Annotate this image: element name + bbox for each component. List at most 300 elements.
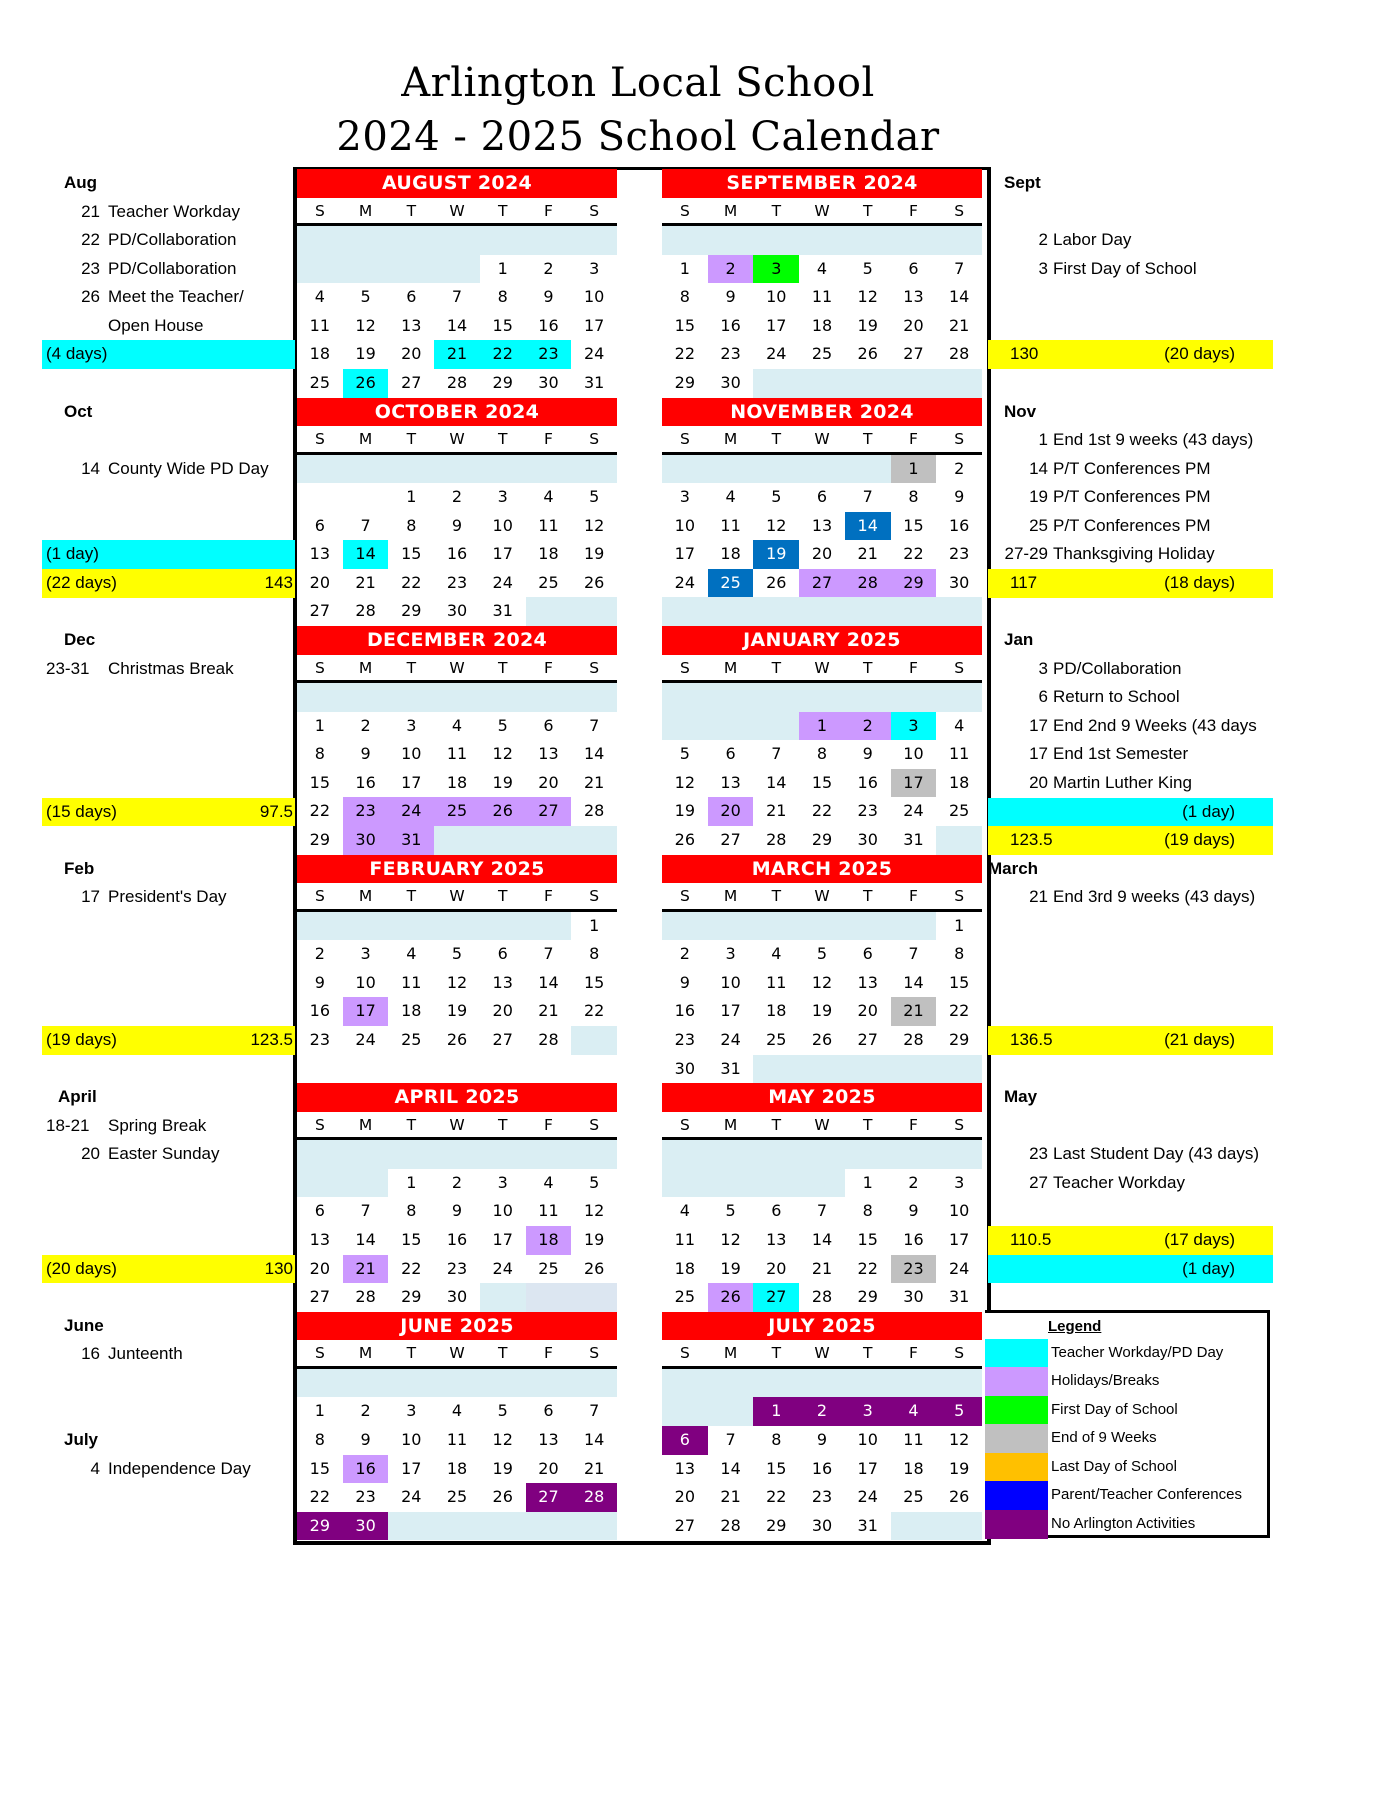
day-count-bar	[988, 826, 1273, 855]
day-cell: 13	[401, 315, 422, 335]
day-cell: 1	[314, 715, 325, 735]
day-cell: 17	[857, 1458, 878, 1478]
day-cell: 13	[538, 744, 559, 764]
event-date: 21	[1029, 887, 1048, 907]
day-cell: 22	[811, 801, 833, 821]
day-cell: 4	[816, 258, 828, 278]
day-cell: 8	[862, 1201, 873, 1221]
empty-cell	[845, 1055, 891, 1084]
day-cell: 9	[314, 972, 325, 992]
day-cell: 9	[543, 287, 554, 307]
week-row	[662, 340, 982, 369]
day-cell: 28	[766, 830, 787, 850]
legend-label: End of 9 Weeks	[1051, 1429, 1157, 1447]
day-cell: 28	[948, 344, 970, 364]
empty-cell	[526, 1283, 572, 1312]
event-note	[0, 1169, 1390, 1198]
event-description: Easter Sunday	[108, 1144, 220, 1164]
day-cell: 6	[662, 1426, 708, 1455]
day-cell: 21	[583, 772, 605, 792]
weekday-label: W	[449, 1344, 465, 1363]
weekday-label: M	[723, 1115, 738, 1134]
day-count-bar	[42, 340, 295, 369]
legend-swatch	[985, 1396, 1048, 1425]
weekday-label: T	[863, 1115, 873, 1134]
day-cell: 26	[811, 1030, 833, 1050]
day-cell: 11	[674, 1230, 696, 1250]
weekday-label: M	[723, 201, 738, 220]
day-cell: 31	[583, 372, 605, 392]
day-cell: 23	[309, 1030, 331, 1050]
month-header: OCTOBER 2024	[297, 398, 617, 427]
week-row	[297, 969, 617, 998]
event-note	[0, 740, 1390, 769]
month-label: Sept	[1004, 173, 1041, 192]
day-cell: 22	[766, 1487, 787, 1507]
day-cell: 25	[309, 372, 331, 392]
day-count-label: (21 days)	[1164, 1030, 1235, 1050]
day-cell: 10	[492, 1201, 513, 1221]
day-cell: 15	[766, 1458, 787, 1478]
event-description: Labor Day	[1053, 230, 1132, 250]
event-description: End 2nd 9 Weeks (43 days	[1053, 715, 1257, 735]
day-cell: 13	[811, 515, 833, 535]
weekday-label: T	[406, 887, 417, 906]
day-cell: 7	[816, 1201, 828, 1221]
day-cell: 4	[891, 1397, 937, 1426]
day-cell: 25	[948, 801, 970, 821]
day-cell: 1	[589, 915, 600, 935]
day-cell: 10	[903, 744, 924, 764]
day-cell: 24	[355, 1030, 376, 1050]
month-label: Feb	[64, 858, 95, 878]
day-cell: 12	[720, 1230, 741, 1250]
day-count-label: (22 days)	[46, 572, 117, 592]
weekday-label: T	[406, 658, 417, 677]
day-cell: 29	[492, 372, 513, 392]
day-cell: 26	[708, 1283, 754, 1312]
cumulative-total: 130	[264, 1258, 293, 1278]
weekday-label: S	[314, 430, 325, 449]
day-cell: 7	[543, 944, 554, 964]
empty-cell	[891, 1369, 937, 1398]
day-cell: 15	[674, 315, 696, 335]
day-cell: 27	[720, 830, 741, 850]
day-cell: 25	[538, 1258, 559, 1278]
event-note	[0, 198, 1390, 227]
day-cell: 7	[954, 258, 965, 278]
day-cell: 2	[451, 487, 463, 507]
weekday-label: S	[679, 887, 690, 906]
event-note	[0, 483, 1390, 512]
month-label: May	[1004, 1087, 1038, 1107]
event-date: 14	[1029, 458, 1048, 478]
day-count-bar	[42, 798, 295, 827]
month-header: JULY 2025	[662, 1312, 982, 1341]
day-cell: 4	[954, 715, 965, 735]
empty-cell	[708, 1397, 754, 1426]
day-count-label: (1 day)	[46, 544, 99, 564]
weekday-label: T	[771, 201, 782, 220]
day-cell: 5	[936, 1397, 982, 1426]
day-cell: 23	[720, 344, 741, 364]
day-cell: 19	[720, 1258, 741, 1278]
day-cell: 30	[811, 1515, 833, 1535]
day-cell: 15	[401, 544, 422, 564]
day-cell: 7	[908, 944, 919, 964]
cumulative-total: 136.5	[1010, 1030, 1053, 1050]
day-cell: 31	[857, 1515, 878, 1535]
day-cell: 25	[401, 1030, 422, 1050]
day-cell: 13	[857, 972, 878, 992]
day-cell: 26	[492, 1487, 513, 1507]
cumulative-total: 117	[1010, 572, 1038, 592]
empty-cell	[845, 369, 891, 398]
weekday-label: T	[771, 887, 782, 906]
day-count-bar	[42, 1026, 295, 1055]
event-date: 14	[81, 458, 100, 478]
legend-label: Teacher Workday/PD Day	[1051, 1343, 1224, 1361]
weekday-label: W	[449, 201, 465, 220]
day-cell: 29	[891, 569, 937, 598]
event-description: PD/Collaboration	[108, 258, 237, 278]
weekday-label: S	[314, 201, 325, 220]
empty-cell	[708, 1369, 754, 1398]
day-cell: 11	[538, 515, 559, 535]
day-cell: 3	[725, 944, 736, 964]
calendar-title-school: Arlington Local School	[401, 60, 875, 106]
empty-cell	[753, 912, 799, 941]
day-cell: 10	[766, 287, 787, 307]
empty-cell	[526, 1055, 572, 1084]
day-cell: 16	[538, 315, 559, 335]
empty-cell	[662, 1397, 708, 1426]
day-cell: 25	[538, 572, 559, 592]
weekday-label: W	[449, 658, 465, 677]
day-cell: 30	[446, 601, 468, 621]
day-cell: 24	[720, 1030, 741, 1050]
event-note	[0, 1112, 1390, 1141]
day-cell: 26	[343, 369, 389, 398]
event-date: 3	[1038, 258, 1048, 278]
weekday-label: S	[679, 658, 690, 677]
week-row	[297, 797, 617, 826]
day-cell: 6	[314, 1201, 325, 1221]
weekday-label: T	[406, 1344, 417, 1363]
day-cell: 22	[309, 801, 331, 821]
day-cell: 10	[674, 515, 696, 535]
day-cell: 26	[583, 572, 605, 592]
empty-cell	[297, 1369, 343, 1398]
legend-swatch	[985, 1424, 1048, 1453]
day-cell: 29	[857, 1287, 878, 1307]
weekday-label: F	[543, 887, 553, 906]
weekday-label: T	[498, 430, 508, 449]
day-cell: 19	[492, 1458, 513, 1478]
weekday-label: M	[723, 887, 738, 906]
day-cell: 9	[360, 1430, 371, 1450]
day-count-bar	[42, 569, 295, 598]
week-row	[662, 369, 982, 398]
empty-cell	[936, 369, 982, 398]
day-cell: 21	[355, 572, 376, 592]
day-cell: 4	[725, 487, 736, 507]
cumulative-total: 123.5	[250, 1030, 293, 1050]
legend-label: Last Day of School	[1051, 1457, 1177, 1475]
day-cell: 11	[446, 1430, 468, 1450]
day-cell: 16	[446, 1230, 468, 1250]
day-cell: 30	[674, 1058, 696, 1078]
event-note	[0, 426, 1390, 455]
week-row	[297, 597, 617, 626]
day-count-label: (20 days)	[46, 1258, 117, 1278]
day-cell: 3	[753, 255, 799, 284]
month-header: JANUARY 2025	[662, 626, 982, 655]
week-row	[297, 826, 617, 855]
day-cell: 10	[401, 1430, 422, 1450]
weekday-label: T	[863, 658, 873, 677]
day-cell: 6	[497, 944, 508, 964]
day-cell: 20	[309, 1258, 331, 1278]
day-cell: 1	[314, 1401, 325, 1421]
legend-label: First Day of School	[1051, 1400, 1178, 1418]
day-cell: 27	[753, 1283, 799, 1312]
day-cell: 11	[309, 315, 331, 335]
week-row	[297, 912, 617, 941]
day-cell: 11	[903, 1430, 924, 1450]
day-cell: 1	[406, 1172, 417, 1192]
day-cell: 29	[401, 601, 422, 621]
day-cell: 14	[538, 972, 559, 992]
day-cell: 1	[954, 915, 965, 935]
day-cell: 17	[401, 1458, 422, 1478]
day-cell: 23	[891, 1255, 937, 1284]
week-row	[662, 1197, 982, 1226]
day-cell: 11	[766, 972, 787, 992]
day-cell: 2	[360, 1401, 371, 1421]
empty-cell	[388, 912, 434, 941]
event-date: 19	[1029, 487, 1048, 507]
day-cell: 14	[355, 1230, 376, 1250]
day-cell: 19	[355, 344, 376, 364]
weekday-label: F	[908, 1344, 918, 1363]
week-row	[297, 1369, 617, 1398]
day-cell: 1	[799, 712, 845, 741]
event-date: 23	[81, 258, 100, 278]
day-cell: 30	[538, 372, 559, 392]
day-cell: 23	[446, 572, 468, 592]
event-note	[0, 312, 1390, 341]
day-cell: 16	[309, 1001, 331, 1021]
day-cell: 2	[799, 1397, 845, 1426]
event-note	[0, 512, 1390, 541]
day-cell: 24	[857, 1487, 878, 1507]
day-cell: 11	[811, 287, 833, 307]
event-description: Teacher Workday	[108, 201, 240, 221]
empty-cell	[434, 912, 480, 941]
day-cell: 9	[725, 287, 736, 307]
empty-cell	[936, 1512, 982, 1541]
month-header: DECEMBER 2024	[297, 626, 617, 655]
weekday-label: W	[814, 658, 830, 677]
day-cell: 15	[583, 972, 605, 992]
month-header: APRIL 2025	[297, 1083, 617, 1112]
event-description: Last Student Day (43 days)	[1053, 1144, 1260, 1164]
day-cell: 19	[492, 772, 513, 792]
day-cell: 22	[857, 1258, 878, 1278]
day-count-label: (4 days)	[46, 344, 108, 364]
day-cell: 26	[674, 830, 696, 850]
day-cell: 17	[766, 315, 787, 335]
weekday-label: S	[679, 1115, 690, 1134]
day-cell: 15	[309, 1458, 331, 1478]
empty-cell	[388, 1512, 434, 1541]
empty-cell	[753, 597, 799, 626]
day-cell: 18	[526, 1226, 572, 1255]
day-cell: 17	[401, 772, 422, 792]
legend-label: Holidays/Breaks	[1051, 1372, 1160, 1390]
day-cell: 23	[343, 797, 389, 826]
weekday-label: S	[314, 1344, 325, 1363]
day-cell: 14	[343, 540, 389, 569]
day-cell: 24	[903, 801, 924, 821]
day-cell: 17	[583, 315, 605, 335]
day-cell: 27	[309, 601, 331, 621]
day-cell: 9	[360, 744, 371, 764]
month-label: June	[64, 1315, 104, 1335]
day-cell: 14	[446, 315, 468, 335]
day-cell: 21	[811, 1258, 833, 1278]
day-count-label: (18 days)	[1164, 572, 1235, 592]
legend-item	[985, 1424, 1265, 1453]
weekday-label: S	[679, 201, 690, 220]
day-cell: 14	[903, 972, 924, 992]
day-cell: 29	[401, 1287, 422, 1307]
cumulative-total: 143	[264, 572, 293, 592]
legend-label: No Arlington Activities	[1051, 1514, 1196, 1532]
weekday-label: S	[589, 1115, 600, 1134]
day-cell: 31	[720, 1058, 741, 1078]
weekday-label: T	[406, 1115, 417, 1134]
day-count-bar	[988, 798, 1273, 827]
day-cell: 30	[343, 1512, 389, 1541]
day-cell: 16	[903, 1230, 924, 1250]
empty-cell	[845, 597, 891, 626]
event-note	[0, 1140, 1390, 1169]
day-cell: 18	[948, 772, 970, 792]
day-cell: 13	[903, 287, 924, 307]
week-row	[297, 369, 617, 398]
weekday-label: T	[863, 430, 873, 449]
weekday-label: M	[358, 658, 373, 677]
cumulative-total: 110.5	[1010, 1230, 1052, 1250]
day-cell: 18	[401, 1001, 422, 1021]
event-date: 27-29	[1004, 544, 1048, 564]
day-cell: 29	[766, 1515, 787, 1535]
day-cell: 8	[406, 1201, 417, 1221]
empty-cell	[571, 597, 617, 626]
day-cell: 27	[492, 1030, 513, 1050]
day-cell: 9	[451, 515, 463, 535]
day-cell: 9	[816, 1430, 828, 1450]
day-cell: 26	[480, 797, 526, 826]
week-row	[662, 1283, 982, 1312]
weekday-label: T	[771, 1344, 782, 1363]
empty-cell	[799, 597, 845, 626]
event-description: Meet the Teacher/	[108, 287, 244, 307]
day-cell: 18	[811, 315, 833, 335]
day-cell: 9	[908, 1201, 919, 1221]
weekday-label: T	[863, 1344, 873, 1363]
day-cell: 8	[679, 287, 690, 307]
weekday-label: T	[498, 1115, 508, 1134]
day-cell: 24	[766, 344, 787, 364]
day-cell: 1	[679, 258, 690, 278]
day-cell: 11	[538, 1201, 559, 1221]
event-description: Christmas Break	[108, 658, 234, 678]
day-cell: 18	[720, 544, 741, 564]
day-cell: 7	[589, 1401, 600, 1421]
day-cell: 6	[725, 744, 736, 764]
event-description: End 1st Semester	[1053, 744, 1189, 764]
day-cell: 6	[543, 1401, 554, 1421]
day-count-bar	[988, 1255, 1273, 1284]
weekday-label: S	[589, 430, 600, 449]
empty-cell	[526, 912, 572, 941]
day-cell: 5	[497, 715, 508, 735]
event-note	[0, 226, 1390, 255]
empty-cell	[571, 1283, 617, 1312]
empty-cell	[526, 1512, 572, 1541]
day-cell: 2	[679, 944, 690, 964]
day-cell: 14	[583, 744, 605, 764]
week-row	[662, 1026, 982, 1055]
day-cell: 7	[589, 715, 600, 735]
day-cell: 14	[948, 287, 970, 307]
event-description: PD/Collaboration	[108, 230, 237, 250]
day-cell: 5	[451, 944, 463, 964]
day-cell: 2	[543, 258, 554, 278]
day-cell: 17	[720, 1001, 741, 1021]
weekday-label: F	[908, 658, 918, 677]
day-cell: 4	[451, 1401, 463, 1421]
day-cell: 30	[903, 1287, 924, 1307]
weekday-label: S	[314, 887, 325, 906]
month-header: SEPTEMBER 2024	[662, 169, 982, 198]
day-cell: 10	[401, 744, 422, 764]
week-row	[662, 797, 982, 826]
event-date: 17	[1029, 744, 1048, 764]
day-cell: 10	[355, 972, 376, 992]
day-cell: 26	[857, 344, 878, 364]
week-row	[662, 997, 982, 1026]
cumulative-total: 123.5	[1010, 830, 1053, 850]
week-row	[662, 597, 982, 626]
weekday-label: T	[498, 887, 508, 906]
event-note	[0, 455, 1390, 484]
event-note	[0, 683, 1390, 712]
day-cell: 24	[674, 572, 696, 592]
week-row	[662, 1226, 982, 1255]
day-cell: 2	[954, 458, 965, 478]
week-row	[662, 1512, 982, 1541]
day-cell: 24	[388, 797, 434, 826]
weekday-label: S	[954, 658, 965, 677]
day-count-bar	[42, 1255, 295, 1284]
day-cell: 31	[388, 826, 434, 855]
weekday-label: M	[358, 1115, 373, 1134]
week-row	[662, 940, 982, 969]
